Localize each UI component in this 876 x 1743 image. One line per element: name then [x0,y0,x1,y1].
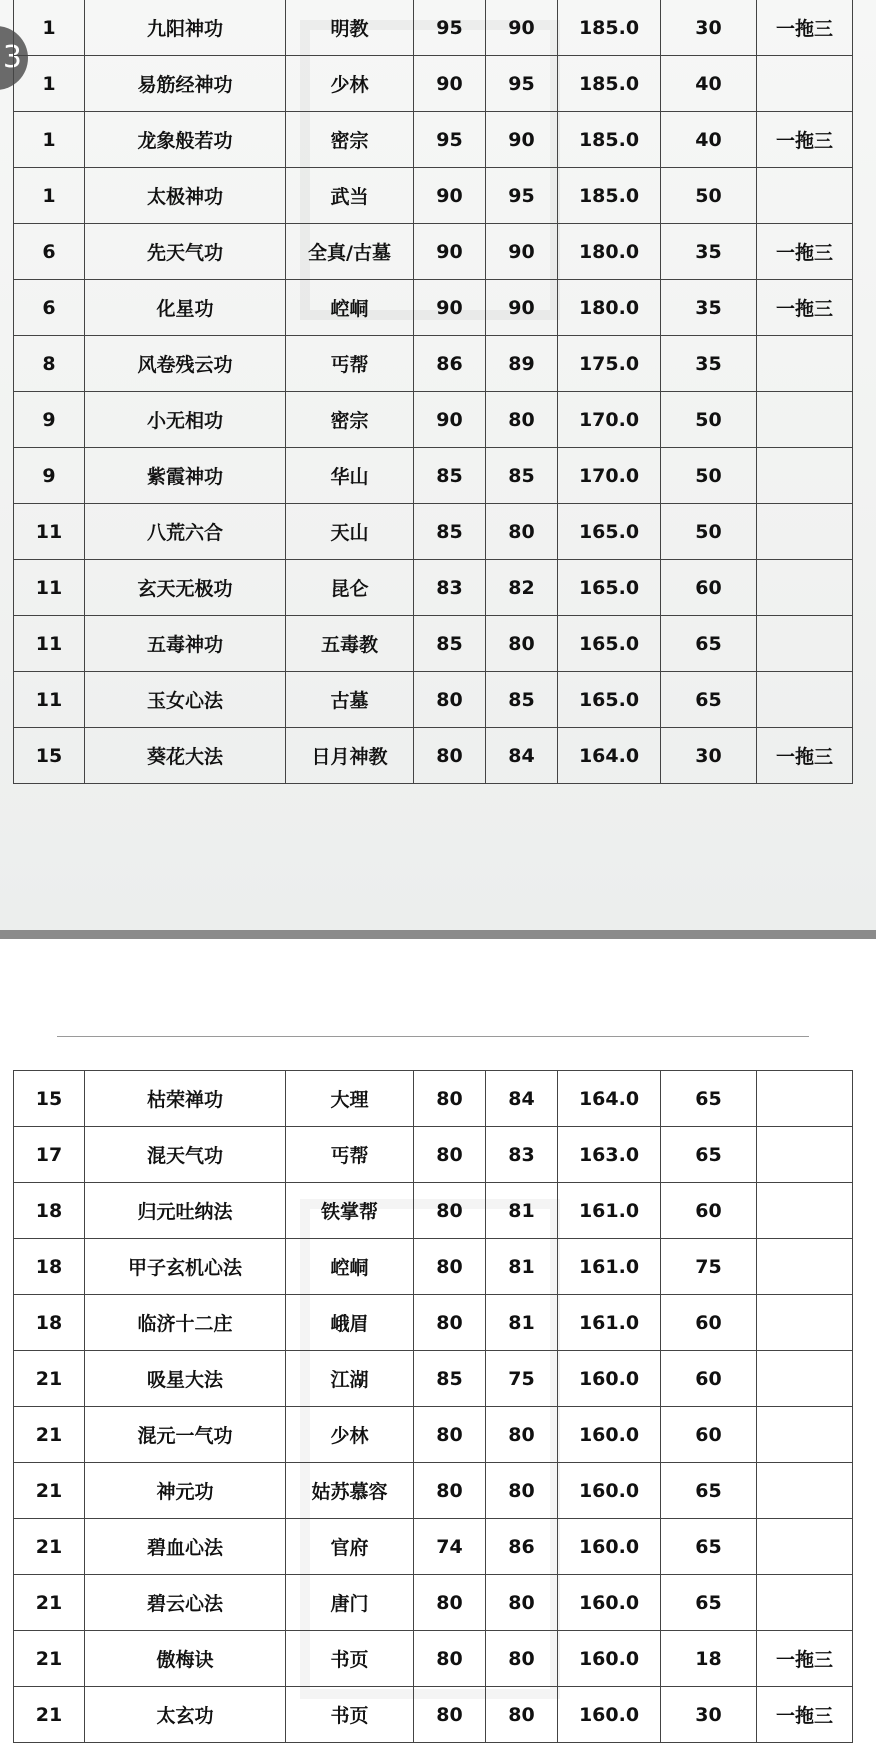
note-cell [757,1407,853,1463]
sect-cell: 书页 [286,1687,414,1743]
skill-name-cell: 甲子玄机心法 [85,1239,286,1295]
note-cell: 一拖三 [757,1687,853,1743]
skill-name-cell: 傲梅诀 [85,1631,286,1687]
total-cell: 160.0 [558,1687,661,1743]
total-cell: 180.0 [558,280,661,336]
rank-cell: 21 [14,1407,85,1463]
stat-a-cell: 90 [414,168,486,224]
sect-cell: 崆峒 [286,280,414,336]
rank-cell: 17 [14,1127,85,1183]
page-separator-bar [0,930,876,939]
stat-b-cell: 84 [486,728,558,784]
rank-cell: 21 [14,1519,85,1575]
total-cell: 161.0 [558,1295,661,1351]
table-row [14,224,853,280]
rank-cell: 1 [14,112,85,168]
level-cell: 50 [661,448,757,504]
total-cell: 180.0 [558,224,661,280]
stat-b-cell: 80 [486,392,558,448]
level-cell: 65 [661,1575,757,1631]
stat-a-cell: 80 [414,672,486,728]
skill-name-cell: 风卷残云功 [85,336,286,392]
rank-cell: 6 [14,224,85,280]
page-counter-badge[interactable]: 3 [0,26,28,90]
level-cell: 30 [661,0,757,56]
total-cell: 164.0 [558,1071,661,1127]
sect-cell: 天山 [286,504,414,560]
sect-cell: 明教 [286,0,414,56]
stat-b-cell: 90 [486,0,558,56]
stat-a-cell: 80 [414,1295,486,1351]
total-cell: 163.0 [558,1127,661,1183]
total-cell: 160.0 [558,1631,661,1687]
total-cell: 175.0 [558,336,661,392]
stat-b-cell: 90 [486,112,558,168]
rank-cell: 15 [14,728,85,784]
stat-b-cell: 85 [486,672,558,728]
note-cell [757,392,853,448]
table-row [14,1463,853,1519]
note-cell [757,1351,853,1407]
skill-name-cell: 葵花大法 [85,728,286,784]
stat-a-cell: 85 [414,616,486,672]
level-cell: 60 [661,1295,757,1351]
level-cell: 65 [661,616,757,672]
table-row [14,336,853,392]
skill-name-cell: 混元一气功 [85,1407,286,1463]
note-cell [757,1519,853,1575]
stat-b-cell: 85 [486,448,558,504]
skill-name-cell: 八荒六合 [85,504,286,560]
rank-cell: 18 [14,1239,85,1295]
table-row [14,1295,853,1351]
sect-cell: 五毒教 [286,616,414,672]
stat-a-cell: 95 [414,112,486,168]
stat-a-cell: 80 [414,1239,486,1295]
rank-cell: 8 [14,336,85,392]
note-cell: 一拖三 [757,1631,853,1687]
table-row [14,728,853,784]
stat-b-cell: 95 [486,56,558,112]
level-cell: 30 [661,728,757,784]
total-cell: 160.0 [558,1407,661,1463]
sect-cell: 武当 [286,168,414,224]
table-row [14,1575,853,1631]
stat-b-cell: 80 [486,1687,558,1743]
note-cell: 一拖三 [757,224,853,280]
note-cell [757,560,853,616]
note-cell [757,672,853,728]
level-cell: 65 [661,1519,757,1575]
sect-cell: 江湖 [286,1351,414,1407]
ranking-table-top [13,0,853,784]
sect-cell: 昆仑 [286,560,414,616]
stat-b-cell: 81 [486,1295,558,1351]
skill-name-cell: 枯荣禅功 [85,1071,286,1127]
rank-cell: 18 [14,1295,85,1351]
stat-b-cell: 82 [486,560,558,616]
level-cell: 30 [661,1687,757,1743]
level-cell: 50 [661,392,757,448]
total-cell: 160.0 [558,1519,661,1575]
level-cell: 60 [661,560,757,616]
table-row [14,560,853,616]
rank-cell: 11 [14,616,85,672]
note-cell [757,1463,853,1519]
note-cell [757,616,853,672]
table-row [14,56,853,112]
total-cell: 185.0 [558,0,661,56]
stat-b-cell: 86 [486,1519,558,1575]
sect-cell: 密宗 [286,392,414,448]
rank-cell: 21 [14,1687,85,1743]
table-row [14,0,853,56]
level-cell: 65 [661,1071,757,1127]
stat-a-cell: 85 [414,448,486,504]
total-cell: 185.0 [558,112,661,168]
note-cell [757,1071,853,1127]
stat-a-cell: 90 [414,224,486,280]
rank-cell: 9 [14,392,85,448]
sect-cell: 丐帮 [286,336,414,392]
table-row [14,1407,853,1463]
note-cell: 一拖三 [757,0,853,56]
stat-b-cell: 80 [486,1575,558,1631]
table-row [14,168,853,224]
horizontal-rule [57,1036,809,1037]
stat-a-cell: 85 [414,504,486,560]
skill-name-cell: 易筋经神功 [85,56,286,112]
skill-name-cell: 归元吐纳法 [85,1183,286,1239]
sect-cell: 崆峒 [286,1239,414,1295]
total-cell: 161.0 [558,1239,661,1295]
stat-b-cell: 75 [486,1351,558,1407]
sect-cell: 全真/古墓 [286,224,414,280]
total-cell: 160.0 [558,1463,661,1519]
level-cell: 35 [661,280,757,336]
stat-a-cell: 80 [414,1687,486,1743]
stat-b-cell: 89 [486,336,558,392]
sect-cell: 丐帮 [286,1127,414,1183]
total-cell: 170.0 [558,392,661,448]
sect-cell: 密宗 [286,112,414,168]
stat-a-cell: 80 [414,1127,486,1183]
stat-b-cell: 84 [486,1071,558,1127]
total-cell: 161.0 [558,1183,661,1239]
level-cell: 60 [661,1407,757,1463]
note-cell [757,1575,853,1631]
stat-a-cell: 90 [414,392,486,448]
table-row [14,1071,853,1127]
skill-name-cell: 神元功 [85,1463,286,1519]
rank-cell: 1 [14,168,85,224]
stat-b-cell: 80 [486,1407,558,1463]
stat-a-cell: 80 [414,728,486,784]
total-cell: 185.0 [558,168,661,224]
stat-a-cell: 80 [414,1463,486,1519]
note-cell [757,56,853,112]
rank-cell: 21 [14,1575,85,1631]
sect-cell: 古墓 [286,672,414,728]
level-cell: 60 [661,1351,757,1407]
total-cell: 164.0 [558,728,661,784]
stat-a-cell: 85 [414,1351,486,1407]
sect-cell: 书页 [286,1631,414,1687]
rank-cell: 15 [14,1071,85,1127]
rank-cell: 21 [14,1463,85,1519]
sect-cell: 官府 [286,1519,414,1575]
level-cell: 65 [661,1463,757,1519]
stat-a-cell: 83 [414,560,486,616]
level-cell: 35 [661,336,757,392]
skill-name-cell: 太玄功 [85,1687,286,1743]
skill-name-cell: 碧血心法 [85,1519,286,1575]
level-cell: 40 [661,56,757,112]
skill-name-cell: 玄天无极功 [85,560,286,616]
table-row [14,616,853,672]
sect-cell: 峨眉 [286,1295,414,1351]
note-cell [757,1295,853,1351]
rank-cell: 1 [14,0,85,56]
stat-b-cell: 81 [486,1183,558,1239]
stat-b-cell: 81 [486,1239,558,1295]
stat-b-cell: 83 [486,1127,558,1183]
skill-name-cell: 五毒神功 [85,616,286,672]
stat-b-cell: 80 [486,504,558,560]
skill-name-cell: 化星功 [85,280,286,336]
level-cell: 65 [661,672,757,728]
sect-cell: 华山 [286,448,414,504]
skill-name-cell: 九阳神功 [85,0,286,56]
skill-name-cell: 混天气功 [85,1127,286,1183]
total-cell: 165.0 [558,672,661,728]
level-cell: 50 [661,168,757,224]
stat-a-cell: 80 [414,1183,486,1239]
sect-cell: 少林 [286,56,414,112]
skill-name-cell: 碧云心法 [85,1575,286,1631]
sect-cell: 铁掌帮 [286,1183,414,1239]
stat-a-cell: 80 [414,1071,486,1127]
rank-cell: 18 [14,1183,85,1239]
level-cell: 65 [661,1127,757,1183]
note-cell: 一拖三 [757,728,853,784]
ranking-table-bottom [13,1070,853,1743]
skill-name-cell: 龙象般若功 [85,112,286,168]
skill-name-cell: 太极神功 [85,168,286,224]
rank-cell: 9 [14,448,85,504]
rank-cell: 6 [14,280,85,336]
rank-cell: 21 [14,1631,85,1687]
note-cell [757,336,853,392]
stat-a-cell: 74 [414,1519,486,1575]
skill-name-cell: 小无相功 [85,392,286,448]
table-row [14,1127,853,1183]
stat-a-cell: 80 [414,1407,486,1463]
sect-cell: 日月神教 [286,728,414,784]
level-cell: 40 [661,112,757,168]
table-row [14,1687,853,1743]
level-cell: 75 [661,1239,757,1295]
skill-name-cell: 吸星大法 [85,1351,286,1407]
note-cell: 一拖三 [757,280,853,336]
level-cell: 50 [661,504,757,560]
skill-name-cell: 临济十二庄 [85,1295,286,1351]
note-cell [757,504,853,560]
stat-b-cell: 90 [486,224,558,280]
total-cell: 160.0 [558,1351,661,1407]
stat-a-cell: 95 [414,0,486,56]
stat-a-cell: 80 [414,1631,486,1687]
rank-cell: 11 [14,672,85,728]
sect-cell: 大理 [286,1071,414,1127]
rank-cell: 11 [14,560,85,616]
note-cell [757,168,853,224]
note-cell [757,1183,853,1239]
rank-cell: 21 [14,1351,85,1407]
table-row [14,280,853,336]
table-row [14,1631,853,1687]
table-row [14,392,853,448]
total-cell: 165.0 [558,504,661,560]
table-row [14,112,853,168]
table-row [14,672,853,728]
table-row [14,1519,853,1575]
table-row [14,1239,853,1295]
skill-name-cell: 先天气功 [85,224,286,280]
stat-a-cell: 80 [414,1575,486,1631]
table-row [14,504,853,560]
stat-b-cell: 80 [486,1463,558,1519]
total-cell: 185.0 [558,56,661,112]
stat-b-cell: 95 [486,168,558,224]
stat-a-cell: 90 [414,280,486,336]
level-cell: 35 [661,224,757,280]
stat-a-cell: 90 [414,56,486,112]
note-cell [757,1127,853,1183]
sect-cell: 姑苏慕容 [286,1463,414,1519]
stat-b-cell: 90 [486,280,558,336]
table-row [14,1183,853,1239]
stat-b-cell: 80 [486,616,558,672]
sect-cell: 唐门 [286,1575,414,1631]
total-cell: 165.0 [558,616,661,672]
total-cell: 165.0 [558,560,661,616]
note-cell [757,448,853,504]
sect-cell: 少林 [286,1407,414,1463]
skill-name-cell: 玉女心法 [85,672,286,728]
total-cell: 160.0 [558,1575,661,1631]
level-cell: 18 [661,1631,757,1687]
rank-cell: 1 [14,56,85,112]
table-row [14,1351,853,1407]
level-cell: 60 [661,1183,757,1239]
total-cell: 170.0 [558,448,661,504]
rank-cell: 11 [14,504,85,560]
skill-name-cell: 紫霞神功 [85,448,286,504]
note-cell: 一拖三 [757,112,853,168]
stat-b-cell: 80 [486,1631,558,1687]
note-cell [757,1239,853,1295]
stat-a-cell: 86 [414,336,486,392]
table-row [14,448,853,504]
